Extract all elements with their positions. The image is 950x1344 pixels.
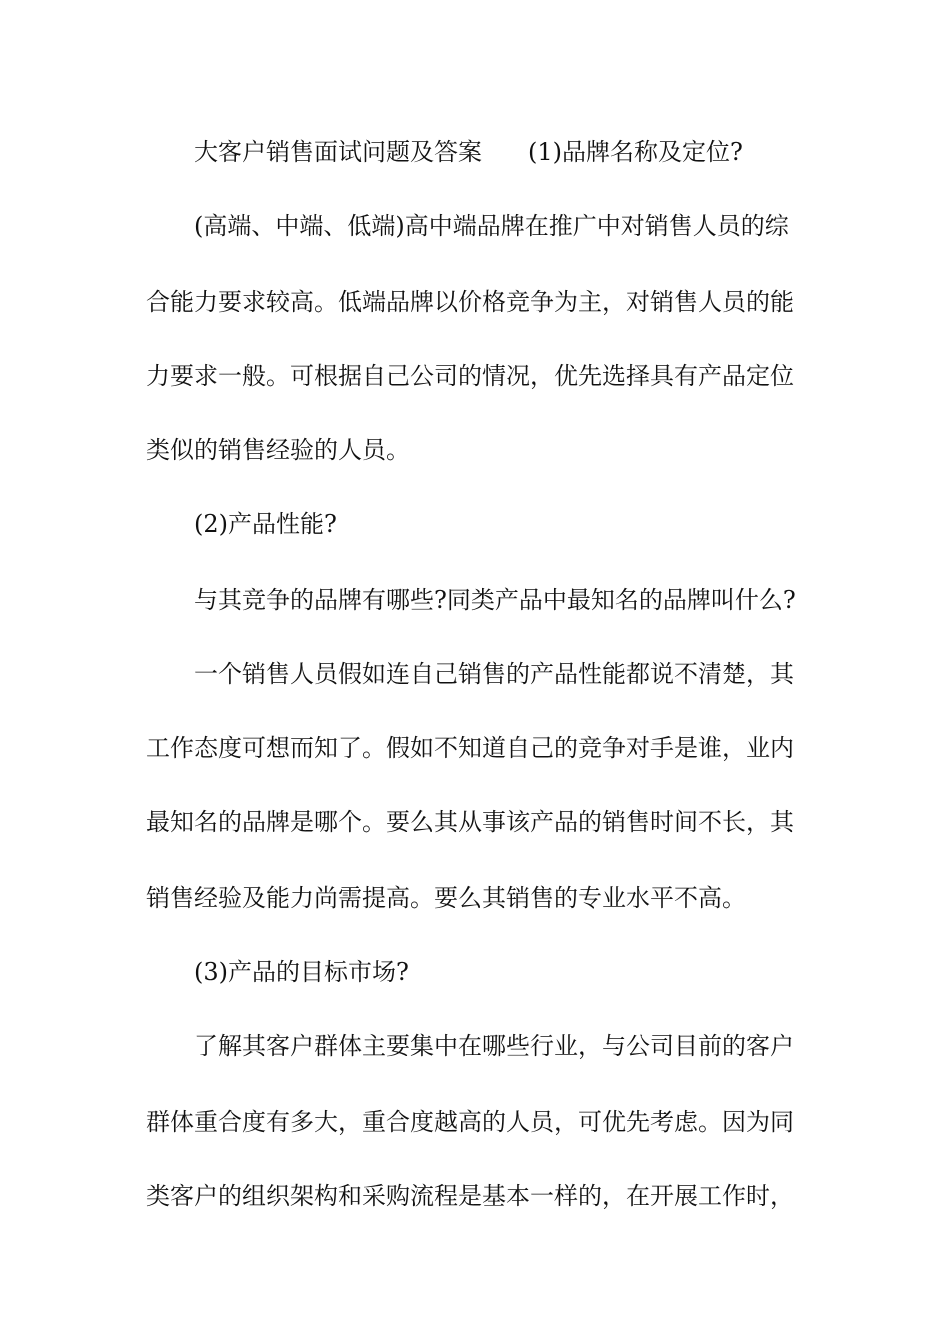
paragraph-line: 类客户的组织架构和采购流程是基本一样的，在开展工作时， bbox=[146, 1182, 794, 1210]
document-title: 大客户销售面试问题及答案 bbox=[194, 138, 482, 166]
paragraph-line: 合能力要求较高。低端品牌以价格竞争为主，对销售人员的能 bbox=[146, 288, 794, 316]
question-1-heading: (1)品牌名称及定位? bbox=[528, 138, 743, 166]
paragraph-line: 销售经验及能力尚需提高。要么其销售的专业水平不高。 bbox=[146, 884, 746, 912]
paragraph-line: (高端、中端、低端)高中端品牌在推广中对销售人员的综 bbox=[194, 212, 789, 240]
paragraph-line: 一个销售人员假如连自己销售的产品性能都说不清楚，其 bbox=[194, 660, 794, 688]
paragraph-line: 与其竞争的品牌有哪些?同类产品中最知名的品牌叫什么? bbox=[194, 586, 796, 614]
paragraph-line: 力要求一般。可根据自己公司的情况，优先选择具有产品定位 bbox=[146, 362, 794, 390]
question-2-heading: (2)产品性能? bbox=[194, 510, 337, 538]
paragraph-line: 了解其客户群体主要集中在哪些行业，与公司目前的客户 bbox=[194, 1032, 794, 1060]
paragraph-line: 最知名的品牌是哪个。要么其从事该产品的销售时间不长，其 bbox=[146, 808, 794, 836]
question-3-heading: (3)产品的目标市场? bbox=[194, 958, 409, 986]
paragraph-line: 群体重合度有多大，重合度越高的人员，可优先考虑。因为同 bbox=[146, 1108, 794, 1136]
paragraph-line: 类似的销售经验的人员。 bbox=[146, 436, 410, 464]
paragraph-line: 工作态度可想而知了。假如不知道自己的竞争对手是谁，业内 bbox=[146, 734, 794, 762]
title-line bbox=[194, 132, 810, 172]
